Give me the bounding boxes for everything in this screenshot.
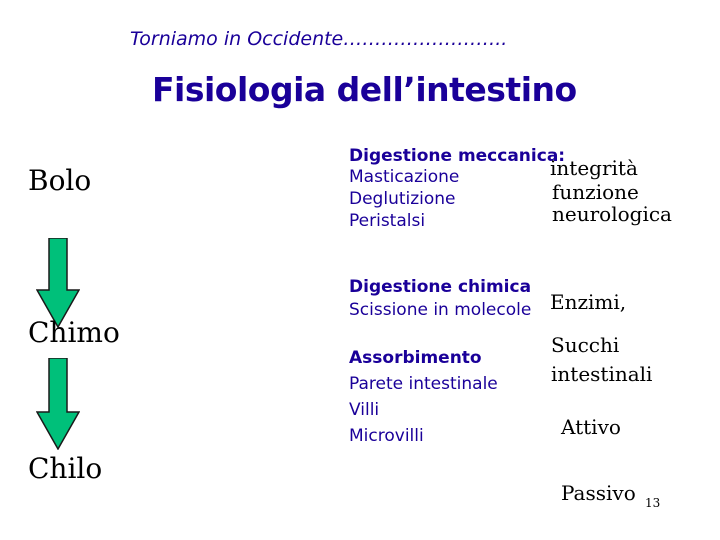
chimica-note: Succhi [551, 333, 620, 357]
assorbimento-heading: Assorbimento [349, 348, 482, 368]
meccanica-note: funzione [552, 180, 639, 204]
assorbimento-item: Villi [349, 400, 380, 420]
assorbimento-passivo: Passivo [561, 481, 636, 505]
stage-bolo: Bolo [28, 164, 92, 197]
chimica-note: intestinali [551, 362, 653, 386]
arrow-down-icon [36, 238, 80, 328]
meccanica-heading: Digestione meccanica: [349, 146, 566, 166]
assorbimento-attivo: Attivo [561, 415, 621, 439]
meccanica-note: integrità [550, 156, 638, 180]
meccanica-item: Peristalsi [349, 211, 426, 231]
chimica-heading: Digestione chimica [349, 277, 532, 297]
stage-chimo: Chimo [28, 316, 120, 349]
arrow-down-icon [36, 358, 80, 450]
chimica-note: Enzimi, [550, 290, 627, 314]
chimica-item: Scissione in molecole [349, 300, 532, 320]
slide-subtitle: Torniamo in Occidente…………………….. [130, 28, 508, 50]
meccanica-item: Deglutizione [349, 189, 456, 209]
assorbimento-item: Parete intestinale [349, 374, 498, 394]
slide-title: Fisiologia dell’intestino [152, 70, 577, 109]
page-number: 13 [645, 496, 661, 510]
meccanica-note: neurologica [552, 202, 672, 226]
meccanica-item: Masticazione [349, 167, 460, 187]
assorbimento-item: Microvilli [349, 426, 424, 446]
stage-chilo: Chilo [28, 452, 103, 485]
